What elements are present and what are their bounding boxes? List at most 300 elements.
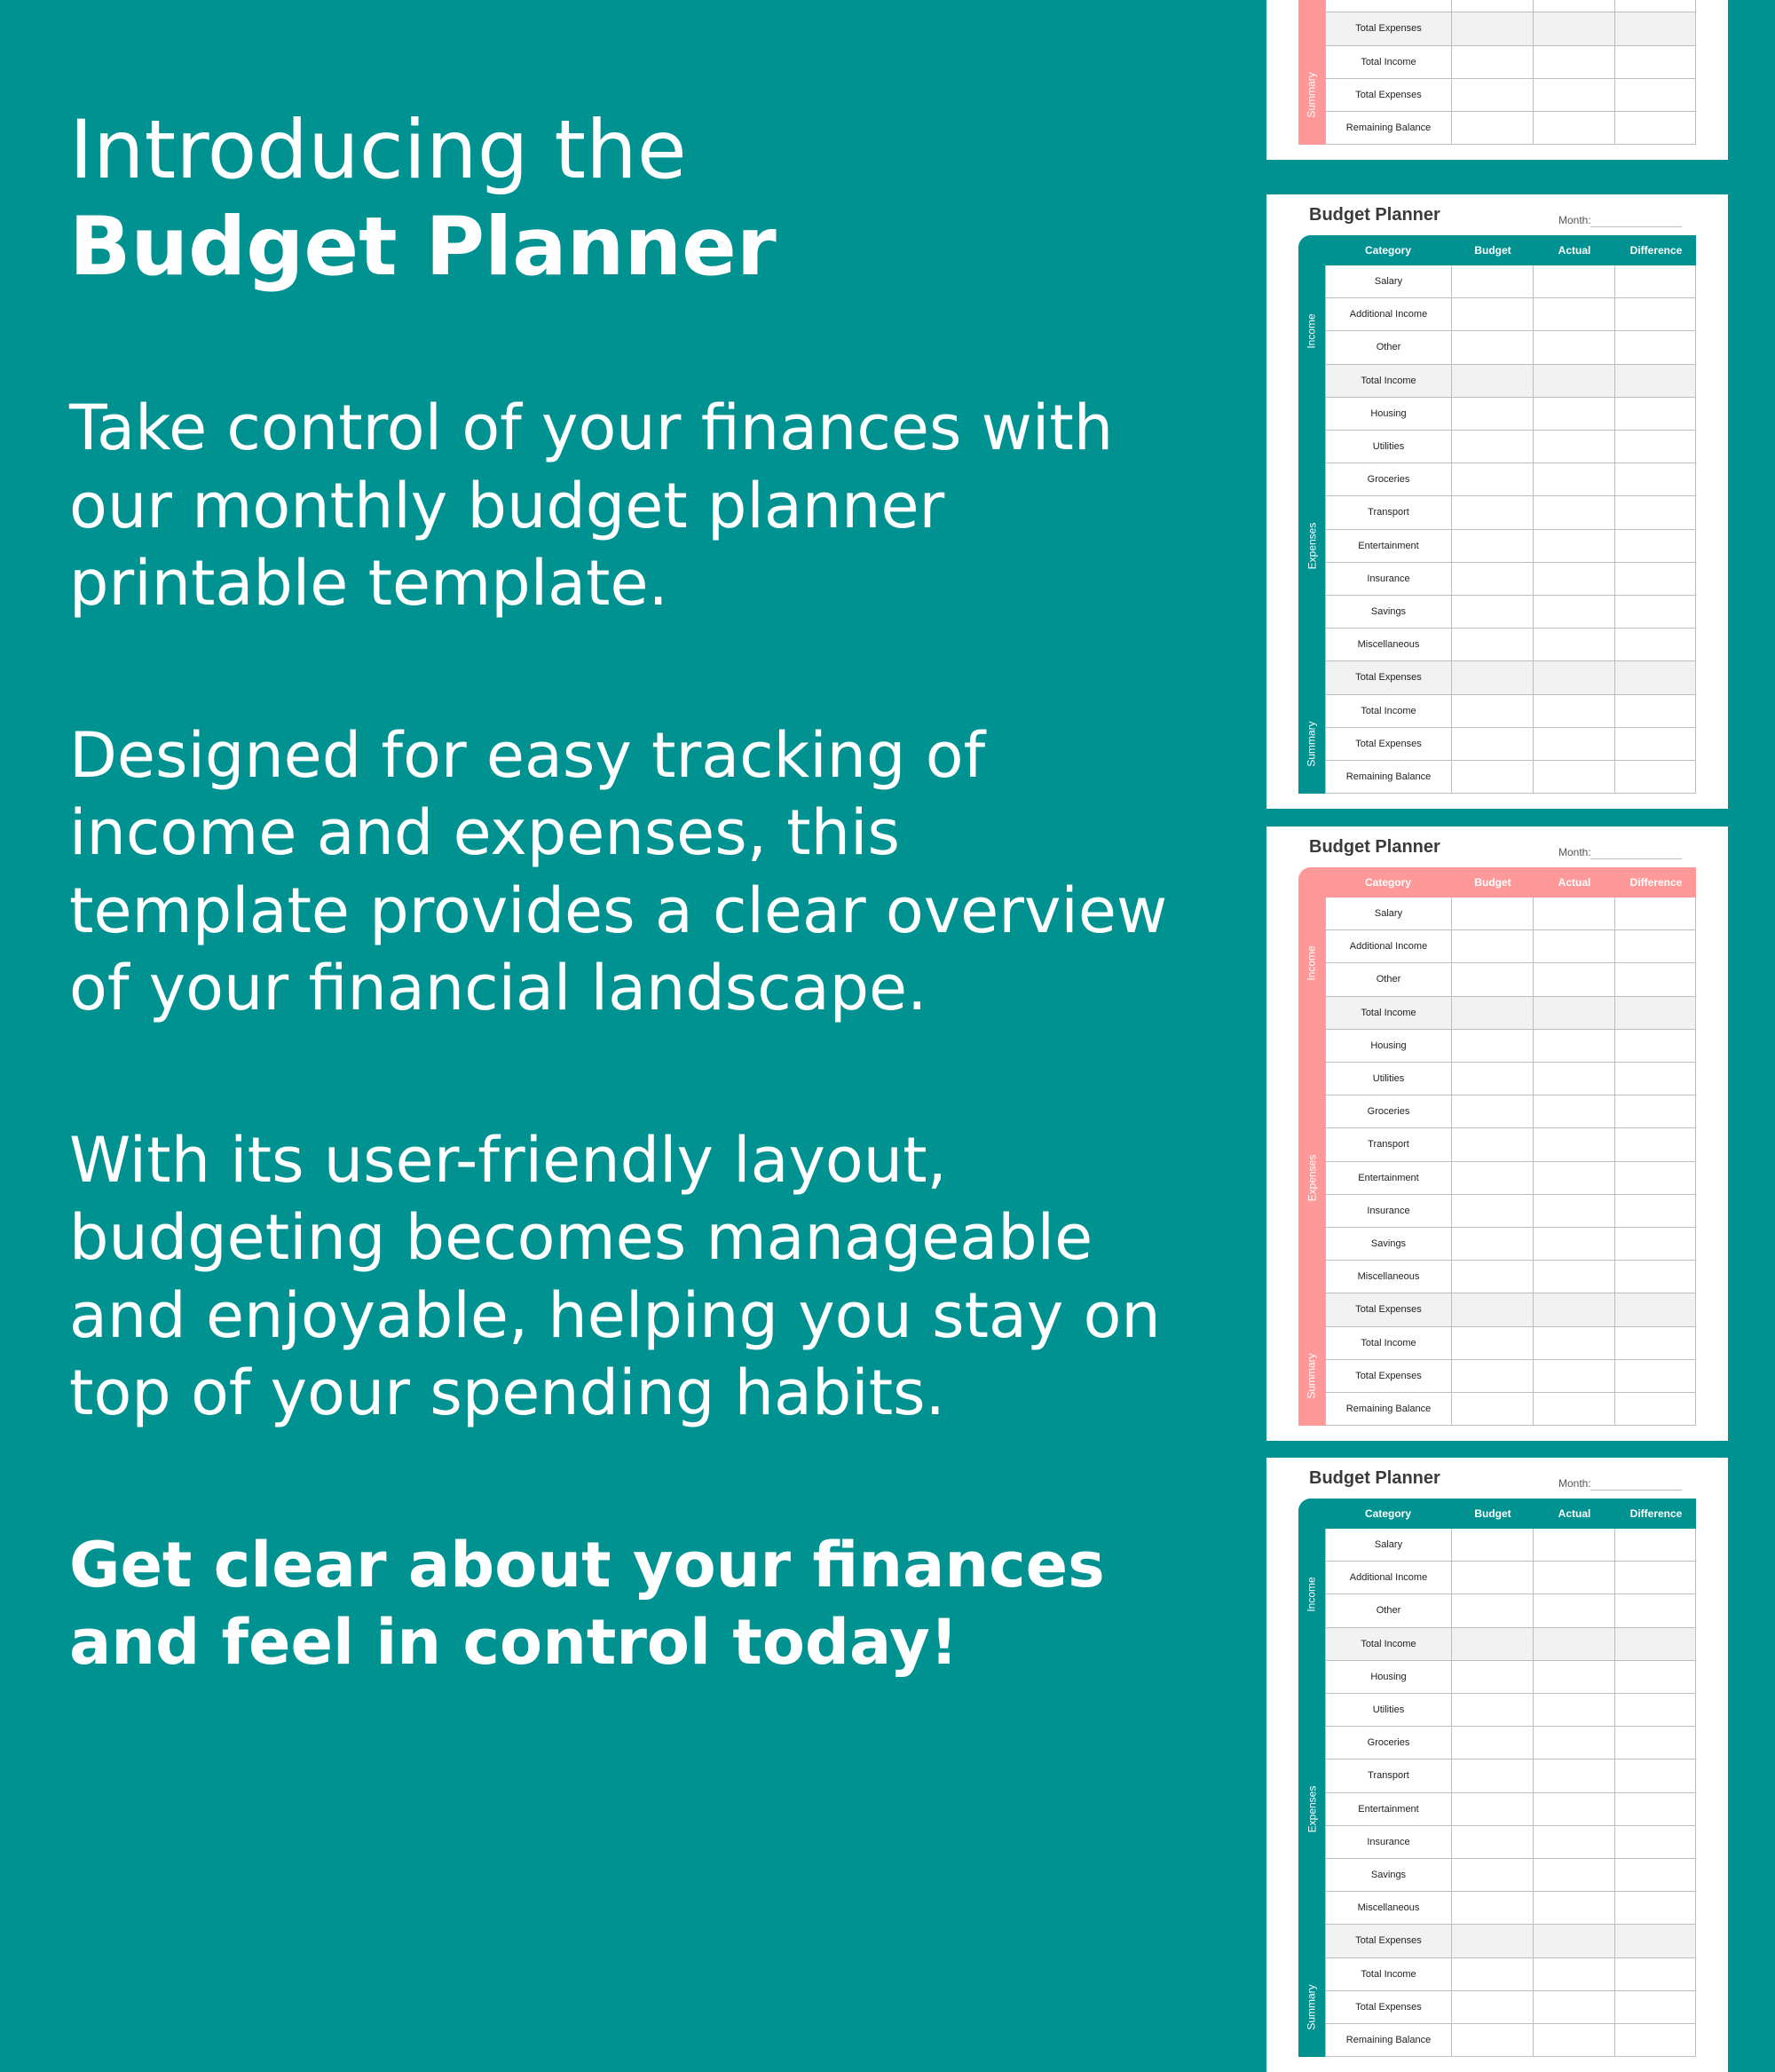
table-row [1325,398,1696,431]
value-cell [1452,463,1534,496]
table-row [1325,997,1696,1030]
value-cell [1615,12,1696,45]
month-label: Month: [1558,1477,1591,1490]
value-cell [1534,695,1615,728]
value-cell [1452,629,1534,661]
value-cell [1452,596,1534,629]
value-cell [1615,661,1696,694]
value-cell [1615,1562,1696,1594]
table-row [1325,112,1696,145]
value-cell [1615,1594,1696,1627]
category-cell: Remaining Balance [1325,2024,1452,2057]
category-cell: Utilities [1325,1063,1452,1095]
value-cell [1615,1162,1696,1195]
month-write-line [1590,1490,1682,1491]
value-cell [1615,1095,1696,1128]
value-cell [1534,365,1615,398]
value-cell [1452,1793,1534,1826]
table-row [1325,2024,1696,2057]
value-cell [1452,1859,1534,1892]
table-row [1325,1793,1696,1826]
value-cell [1534,596,1615,629]
table-row [1325,1760,1696,1792]
value-cell [1534,1063,1615,1095]
paragraph-1: Take control of your finances with our monthly budget planner printable template. [69,391,1114,621]
value-cell [1615,463,1696,496]
category-cell: Miscellaneous [1325,1892,1452,1925]
section-label: Expenses [1306,1154,1319,1202]
table-row [1325,1925,1696,1957]
value-cell [1615,46,1696,79]
value-cell [1452,1529,1534,1562]
value-cell [1534,1529,1615,1562]
table-row [1325,331,1696,364]
category-cell: Total Income [1325,1958,1452,1991]
category-cell: Salary [1325,1529,1452,1562]
value-cell [1534,1793,1615,1826]
table-row [1325,1562,1696,1594]
value-cell [1534,1360,1615,1393]
value-cell [1615,1727,1696,1760]
table-row [1325,1991,1696,2024]
value-cell [1615,496,1696,529]
value-cell [1452,1030,1534,1063]
value-cell [1615,530,1696,563]
table-row [1325,1892,1696,1925]
value-cell [1452,46,1534,79]
value-cell [1534,1095,1615,1128]
table-row [1325,1162,1696,1195]
value-cell [1534,563,1615,596]
value-cell [1615,997,1696,1030]
value-cell [1615,1793,1696,1826]
paragraph-2: Designed for easy tracking of income and expenses, this template provides a clear overview of your financial landscape. [69,718,1168,1025]
headline-intro: Introducing the [69,104,687,197]
budget-table [1298,867,1696,1426]
category-cell: Remaining Balance [1325,112,1452,145]
value-cell [1452,398,1534,431]
table-row [1325,265,1696,298]
value-cell [1452,1393,1534,1426]
value-cell [1452,728,1534,761]
value-cell [1452,431,1534,463]
value-cell [1615,1360,1696,1393]
table-row [1325,629,1696,661]
category-cell: Salary [1325,898,1452,930]
value-cell [1615,1293,1696,1326]
table-row [1325,1030,1696,1063]
value-cell [1615,1925,1696,1957]
sheet-title: Budget Planner [1309,837,1440,857]
category-cell: Total Expenses [1325,661,1452,694]
table-row [1325,930,1696,963]
value-cell [1615,431,1696,463]
value-cell [1452,12,1534,45]
category-cell: Groceries [1325,463,1452,496]
table-row [1325,1228,1696,1261]
section-label: Income [1306,313,1319,350]
value-cell [1452,1195,1534,1228]
column-header: Category [1364,876,1411,889]
category-cell: Entertainment [1325,1793,1452,1826]
category-cell: Housing [1325,398,1452,431]
value-cell [1534,1925,1615,1957]
value-cell [1615,1030,1696,1063]
table-row [1325,1958,1696,1991]
headline-product: Budget Planner [69,201,777,295]
section-label: Summary [1306,1984,1318,2031]
value-cell [1534,530,1615,563]
table-row [1325,365,1696,398]
value-cell [1534,79,1615,112]
table-row [1325,1826,1696,1859]
category-cell: Total Income [1325,695,1452,728]
value-cell [1615,563,1696,596]
column-header: Budget [1474,244,1511,257]
value-cell [1452,298,1534,331]
table-row [1325,1327,1696,1360]
value-cell [1615,2024,1696,2057]
category-cell: Total Income [1325,46,1452,79]
value-cell [1534,1030,1615,1063]
category-cell: Savings [1325,1228,1452,1261]
value-cell [1452,530,1534,563]
value-cell [1452,1261,1534,1293]
value-cell [1452,695,1534,728]
category-cell: Insurance [1325,1826,1452,1859]
value-cell [1452,1063,1534,1095]
value-cell [1534,431,1615,463]
value-cell [1534,496,1615,529]
value-cell [1615,1892,1696,1925]
value-cell [1452,963,1534,996]
table-row [1325,1128,1696,1161]
value-cell [1615,1261,1696,1293]
value-cell [1615,1826,1696,1859]
value-cell [1615,695,1696,728]
value-cell [1452,1128,1534,1161]
category-cell: Entertainment [1325,530,1452,563]
value-cell [1615,728,1696,761]
budget-table [1298,235,1696,794]
value-cell [1534,1162,1615,1195]
value-cell [1452,661,1534,694]
value-cell [1615,365,1696,398]
value-cell [1615,1958,1696,1991]
value-cell [1534,0,1615,12]
table-row [1325,496,1696,529]
value-cell [1615,112,1696,145]
value-cell [1452,1760,1534,1792]
value-cell [1452,2024,1534,2057]
category-cell: Additional Income [1325,930,1452,963]
value-cell [1615,1063,1696,1095]
value-cell [1615,963,1696,996]
planner-sheet [1266,826,1728,1441]
table-row [1325,963,1696,996]
value-cell [1615,1760,1696,1792]
table-row [1325,1195,1696,1228]
value-cell [1615,298,1696,331]
section-label: Expenses [1306,1785,1319,1833]
value-cell [1452,1327,1534,1360]
value-cell [1534,1694,1615,1727]
value-cell [1452,1228,1534,1261]
section-label: Summary [1306,72,1318,119]
table-row [1325,1628,1696,1661]
value-cell [1615,898,1696,930]
value-cell [1534,1991,1615,2024]
value-cell [1452,0,1534,12]
value-cell [1452,331,1534,364]
paragraph-3: With its user-friendly layout, budgeting becomes manageable and enjoyable, helping you stay on top of your spending habits. [69,1123,1161,1430]
category-cell: Transport [1325,496,1452,529]
value-cell [1615,79,1696,112]
month-write-line [1590,226,1682,227]
value-cell [1615,1628,1696,1661]
value-cell [1615,1327,1696,1360]
table-row [1325,1529,1696,1562]
value-cell [1534,1661,1615,1694]
column-header: Difference [1629,244,1683,257]
table-row [1325,728,1696,761]
value-cell [1534,2024,1615,2057]
table-row [1325,1859,1696,1892]
budget-table [1298,0,1696,145]
column-header: Actual [1558,244,1591,257]
category-cell: Insurance [1325,563,1452,596]
table-row [1325,695,1696,728]
planner-sheet [1266,194,1728,809]
value-cell [1534,1594,1615,1627]
sheet-title: Budget Planner [1309,1468,1440,1488]
value-cell [1452,496,1534,529]
value-cell [1615,1393,1696,1426]
value-cell [1615,761,1696,794]
category-cell: Miscellaneous [1325,629,1452,661]
value-cell [1534,398,1615,431]
category-cell: Additional Income [1325,1562,1452,1594]
value-cell [1534,298,1615,331]
value-cell [1615,930,1696,963]
budget-table [1298,1499,1696,2057]
value-cell [1452,1293,1534,1326]
value-cell [1452,1594,1534,1627]
table-row [1325,431,1696,463]
column-header: Actual [1558,1507,1591,1520]
category-cell: Miscellaneous [1325,1261,1452,1293]
value-cell [1452,1661,1534,1694]
call-to-action: Get clear about your finances and feel in control today! [69,1528,1105,1680]
value-cell [1452,1162,1534,1195]
table-row [1325,298,1696,331]
value-cell [1452,112,1534,145]
value-cell [1534,1228,1615,1261]
value-cell [1534,265,1615,298]
value-cell [1452,1694,1534,1727]
value-cell [1452,563,1534,596]
value-cell [1452,1892,1534,1925]
category-cell: Remaining Balance [1325,1393,1452,1426]
table-row [1325,1063,1696,1095]
table-row [1325,0,1696,12]
value-cell [1615,1694,1696,1727]
category-cell: Salary [1325,265,1452,298]
category-cell: Transport [1325,1128,1452,1161]
value-cell [1452,1562,1534,1594]
category-cell: Total Income [1325,1327,1452,1360]
category-cell: Transport [1325,1760,1452,1792]
value-cell [1615,1661,1696,1694]
category-cell: Savings [1325,1859,1452,1892]
category-cell: Other [1325,963,1452,996]
value-cell [1534,1859,1615,1892]
value-cell [1534,761,1615,794]
value-cell [1452,898,1534,930]
category-cell: Remaining Balance [1325,761,1452,794]
category-cell: Total Expenses [1325,728,1452,761]
table-row [1325,1727,1696,1760]
value-cell [1452,930,1534,963]
column-header: Budget [1474,1507,1511,1520]
column-header: Difference [1629,876,1683,889]
value-cell [1615,1859,1696,1892]
value-cell [1534,1628,1615,1661]
table-row [1325,1594,1696,1627]
column-header: Category [1364,1507,1411,1520]
column-header: Category [1364,244,1411,257]
column-header: Actual [1558,876,1591,889]
value-cell [1452,1360,1534,1393]
value-cell [1534,331,1615,364]
column-header: Difference [1629,1507,1683,1520]
value-cell [1615,331,1696,364]
table-row [1325,563,1696,596]
category-cell: Additional Income [1325,298,1452,331]
value-cell [1534,1293,1615,1326]
table-row [1325,79,1696,112]
value-cell [1534,930,1615,963]
category-cell: Total Expenses [1325,1360,1452,1393]
table-row [1325,530,1696,563]
value-cell [1534,12,1615,45]
table-row [1325,1360,1696,1393]
value-cell [1452,1991,1534,2024]
value-cell [1452,1095,1534,1128]
section-label: Income [1306,1577,1319,1613]
category-cell: Total Income [1325,1628,1452,1661]
value-cell [1534,728,1615,761]
value-cell [1452,1958,1534,1991]
category-cell: Total Income [1325,997,1452,1030]
value-cell [1534,1393,1615,1426]
category-cell [1325,0,1452,12]
value-cell [1534,1958,1615,1991]
category-cell: Groceries [1325,1727,1452,1760]
table-row [1325,898,1696,930]
value-cell [1534,1826,1615,1859]
planner-sheet [1266,1458,1728,2072]
category-cell: Groceries [1325,1095,1452,1128]
value-cell [1534,1727,1615,1760]
category-cell: Entertainment [1325,1162,1452,1195]
value-cell [1534,1892,1615,1925]
value-cell [1615,1128,1696,1161]
value-cell [1534,629,1615,661]
table-row [1325,1095,1696,1128]
value-cell [1452,1826,1534,1859]
sheet-title: Budget Planner [1309,205,1440,225]
category-cell: Utilities [1325,431,1452,463]
value-cell [1615,265,1696,298]
value-cell [1615,1529,1696,1562]
value-cell [1615,1228,1696,1261]
table-row [1325,761,1696,794]
category-cell: Total Income [1325,365,1452,398]
category-cell: Utilities [1325,1694,1452,1727]
value-cell [1534,997,1615,1030]
category-cell: Housing [1325,1661,1452,1694]
value-cell [1452,265,1534,298]
value-cell [1615,629,1696,661]
value-cell [1452,1628,1534,1661]
value-cell [1452,365,1534,398]
table-row [1325,46,1696,79]
table-row [1325,1694,1696,1727]
value-cell [1534,112,1615,145]
table-row [1325,661,1696,694]
table-row [1325,12,1696,45]
value-cell [1534,1760,1615,1792]
value-cell [1452,1727,1534,1760]
category-cell: Insurance [1325,1195,1452,1228]
value-cell [1452,1925,1534,1957]
category-cell: Total Expenses [1325,1293,1452,1326]
month-write-line [1590,858,1682,859]
promo-copy [69,102,1187,1682]
column-header: Budget [1474,876,1511,889]
category-cell: Other [1325,331,1452,364]
value-cell [1534,1261,1615,1293]
value-cell [1534,1195,1615,1228]
section-label: Expenses [1306,522,1319,570]
value-cell [1452,79,1534,112]
planner-sheet [1266,0,1728,160]
category-cell: Total Expenses [1325,1925,1452,1957]
section-label [1298,0,1325,46]
value-cell [1452,761,1534,794]
value-cell [1534,1562,1615,1594]
table-row [1325,463,1696,496]
value-cell [1452,997,1534,1030]
value-cell [1534,46,1615,79]
category-cell: Other [1325,1594,1452,1627]
value-cell [1534,898,1615,930]
month-label: Month: [1558,846,1591,858]
value-cell [1534,661,1615,694]
value-cell [1534,463,1615,496]
value-cell [1615,0,1696,12]
category-cell: Total Expenses [1325,1991,1452,2024]
category-cell: Total Expenses [1325,12,1452,45]
table-row [1325,1661,1696,1694]
category-cell: Housing [1325,1030,1452,1063]
table-row [1325,1261,1696,1293]
table-row [1325,596,1696,629]
table-row [1325,1293,1696,1326]
value-cell [1534,1327,1615,1360]
value-cell [1534,1128,1615,1161]
